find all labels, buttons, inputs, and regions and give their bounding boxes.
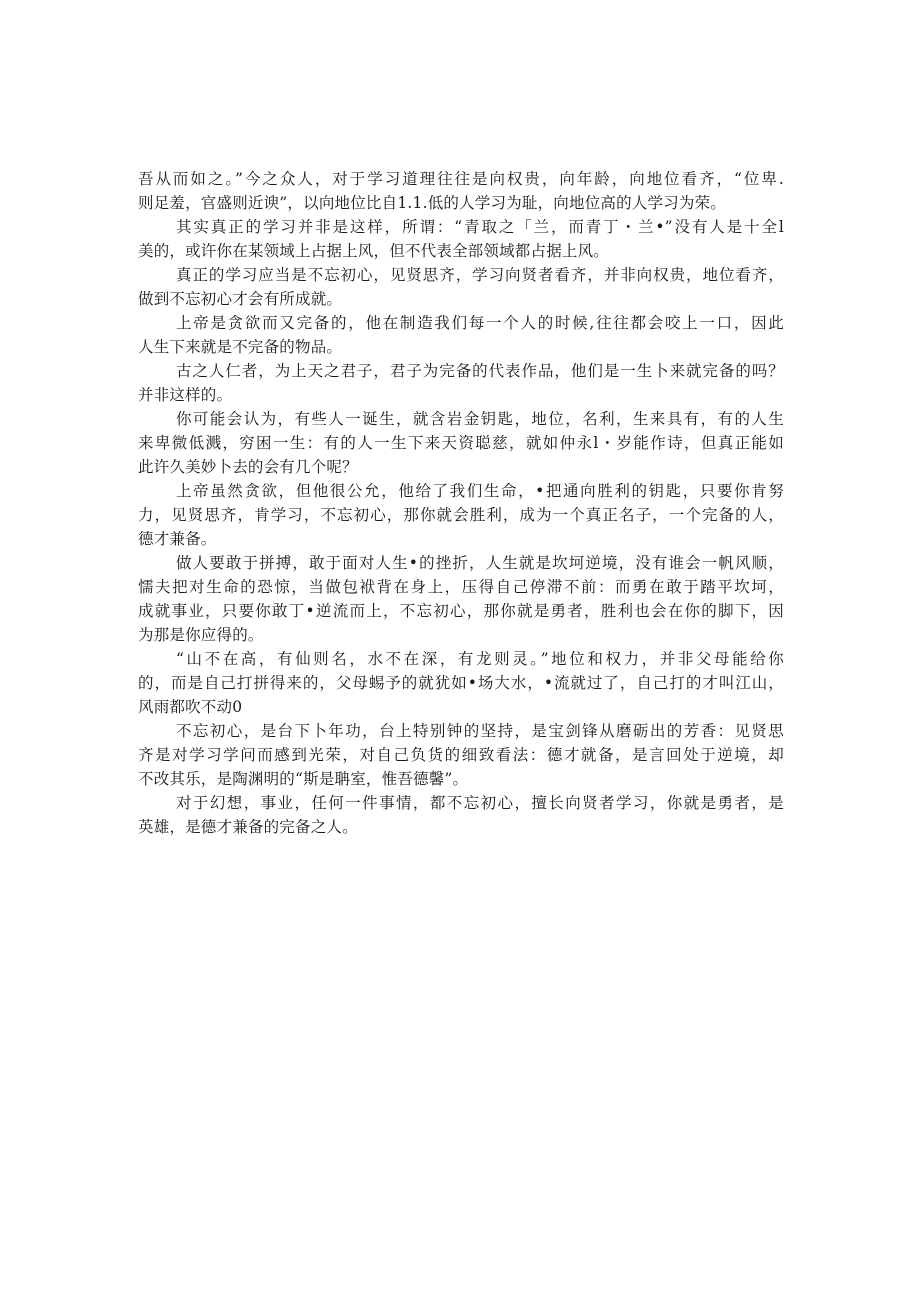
text-line: 力，见贤思齐，肯学习，不忘初心，那你就会胜利，成为一个真正名子，一个完备的人， (138, 506, 784, 524)
text-line: 其实真正的学习并非是这样，所谓：“青取之「兰，而青丁・兰•”没有人是十全l (176, 218, 784, 236)
text-line: 上帝虽然贪欲，但他很公允，他给了我们生命，•把通向胜利的钥匙，只要你肯努 (176, 482, 784, 500)
paragraph (138, 791, 784, 839)
text-line: 人生下来就是不完备的物品。 (138, 338, 343, 356)
paragraph (138, 647, 784, 719)
text-line: 英雄，是德才兼备的完备之人。 (138, 818, 358, 836)
paragraph (138, 167, 784, 215)
text-line: “山不在高，有仙则名，水不在深，有龙则灵。”地位和权力，并非父母能给你 (176, 650, 784, 668)
text-line: 古之人仁者，为上天之君子，君子为完备的代表作品，他们是一生卜来就完备的吗？ (176, 362, 784, 380)
text-line: 懦夫把对生命的恐惊，当做包袱背在身上，压得自己停滞不前：而勇在敢于踏平坎坷， (138, 578, 784, 596)
text-line: 真正的学习应当是不忘初心，见贤思齐，学习向贤者看齐，并非向权贵，地位看齐， (176, 266, 784, 284)
text-line: 吾从而如之。”今之众人，对于学习道理往往是向权贵，向年龄，向地位看齐，“位卑. (138, 170, 784, 188)
paragraph (138, 215, 784, 263)
text-line: 风雨都吹不动0 (138, 698, 243, 716)
text-line: 齐是对学习学问而感到光荣，对自己负货的细致看法：德才就备，是言回处于逆境，却 (138, 746, 784, 764)
text-line: 成就事业，只要你敢丁•逆流而上，不忘初心，那你就是勇者，胜利也会在你的脚下，因 (138, 602, 784, 620)
paragraph (138, 719, 784, 791)
text-line: 不忘初心，是台下卜年功，台上特别钟的坚持，是宝剑锋从磨砺出的芳香：见贤思 (176, 722, 784, 740)
text-line: 做人要敢于拼搏，敢于面对人生•的挫折，人生就是坎坷逆境，没有谁会一帆风顺， (176, 554, 784, 572)
text-line: 做到不忘初心才会有所成就。 (138, 290, 343, 308)
text-line: 美的，或许你在某领域上占据上风，但不代表全部领域都占据上风。 (138, 242, 610, 260)
paragraph (138, 359, 784, 407)
paragraph (138, 263, 784, 311)
text-line: 来卑微低溅，穷困一生：有的人一生下来天资聪慈，就如仲永l・岁能作诗，但真正能如 (138, 434, 784, 452)
text-line: 为那是你应得的。 (138, 626, 264, 644)
text-line: 并非这样的。 (138, 386, 233, 404)
paragraph (138, 407, 784, 479)
text-line: 你可能会认为，有些人一诞生，就含岩金钥匙，地位，名利，生来具有，有的人生 (176, 410, 784, 428)
document-body (138, 167, 784, 839)
paragraph (138, 311, 784, 359)
paragraph (138, 479, 784, 551)
text-line: 的，而是自己打拼得来的，父母蜴予的就犹如•场大水，•流就过了，自己打的才叫江山， (138, 674, 784, 692)
text-line: 则足羞，官盛则近谀”，以向地位比自1.1.低的人学习为耻，向地位高的人学习为荣。 (138, 194, 727, 212)
paragraph (138, 551, 784, 647)
text-line: 此许久美妙卜去的会有几个呢？ (138, 458, 358, 476)
text-line: 对于幻想，事业，任何一件事情，都不忘初心，擅长向贤者学习，你就是勇者，是 (176, 794, 784, 812)
text-line: 上帝是贪欲而又完备的，他在制造我们每一个人的时候,往往都会咬上一口，因此 (176, 314, 784, 332)
text-line: 德才兼备。 (138, 530, 217, 548)
text-line: 不改其乐，是陶渊明的“斯是聃室，惟吾德馨”。 (138, 770, 469, 788)
